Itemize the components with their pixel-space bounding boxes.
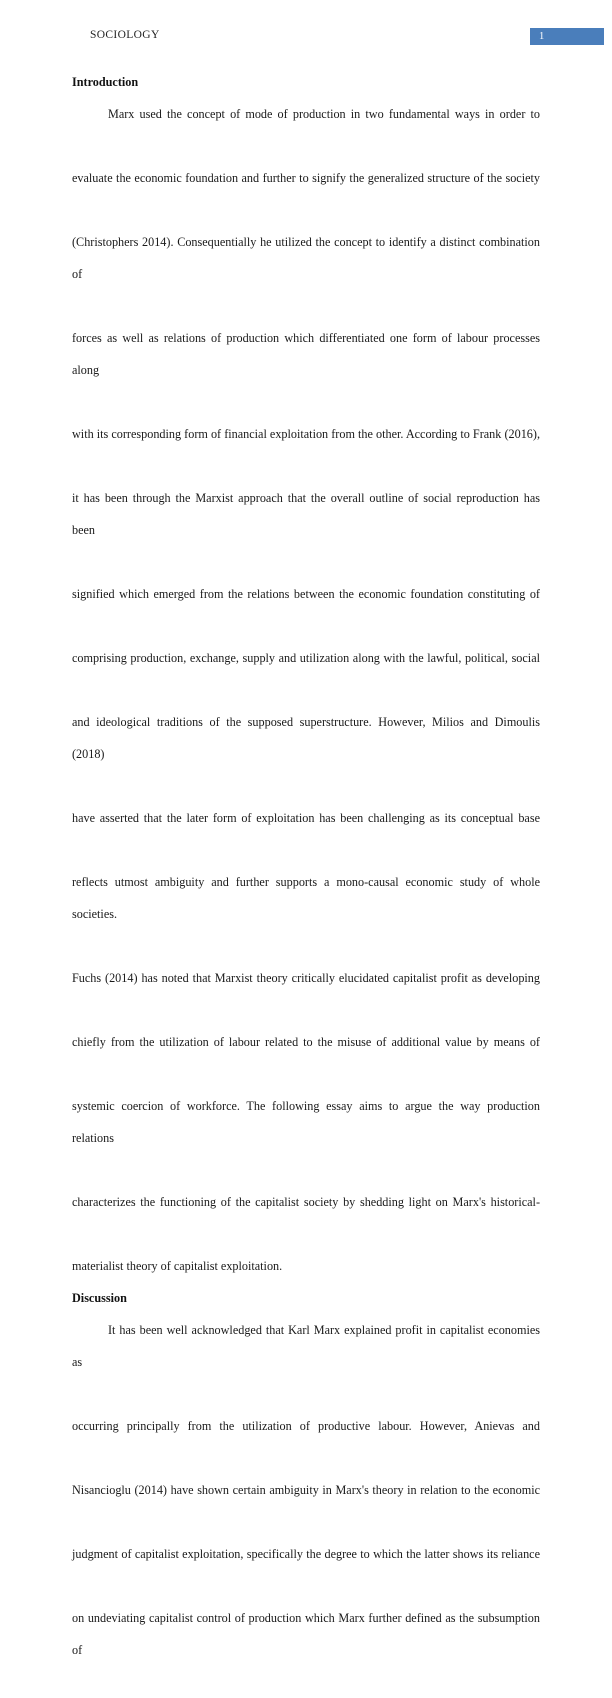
text-line: systemic coercion of workforce. The following essay aims to argue the way production relations: [72, 1099, 540, 1145]
text-line: it has been through the Marxist approach that the overall outline of social reproduction has been: [72, 491, 540, 537]
page-number-value: 1: [539, 31, 545, 42]
paragraph-discussion: [72, 1314, 540, 1698]
text-line: on undeviating capitalist control of production which Marx further defined as the subsumption of: [72, 1611, 540, 1657]
text-line: materialist theory of capitalist exploitation.: [72, 1259, 283, 1273]
text-line: Nisancioglu (2014) have shown certain ambiguity in Marx's theory in relation to the economic: [72, 1483, 540, 1497]
running-header-title: SOCIOLOGY: [90, 29, 160, 41]
text-line: comprising production, exchange, supply and utilization along with the lawful, political, social: [72, 651, 540, 665]
document-body: [72, 66, 540, 1698]
text-line: signified which emerged from the relations between the economic foundation constituting of: [72, 587, 540, 601]
text-line: reflects utmost ambiguity and further supports a mono-causal economic study of whole societies.: [72, 875, 540, 921]
text-line: and ideological traditions of the supposed superstructure. However, Milios and Dimoulis (2018): [72, 715, 540, 761]
text-line: Marx used the concept of mode of production in two fundamental ways in order to: [108, 107, 540, 121]
text-line: have asserted that the later form of exploitation has been challenging as its conceptual base: [72, 811, 540, 825]
text-line: evaluate the economic foundation and further to signify the generalized structure of the society: [72, 171, 540, 185]
text-line: (Christophers 2014). Consequentially he utilized the concept to identify a distinct combination of: [72, 235, 540, 281]
text-line: occurring principally from the utilization of productive labour. However, Anievas and: [72, 1419, 540, 1433]
section-heading-introduction: Introduction: [72, 75, 139, 89]
page-number-badge: [530, 28, 604, 45]
text-line: forces as well as relations of production which differentiated one form of labour processes along: [72, 331, 540, 377]
running-header: [0, 0, 612, 58]
text-line: chiefly from the utilization of labour related to the misuse of additional value by means of: [72, 1035, 540, 1049]
text-line: Fuchs (2014) has noted that Marxist theory critically elucidated capitalist profit as developing: [72, 971, 540, 985]
text-line: characterizes the functioning of the capitalist society by shedding light on Marx's historical-: [72, 1195, 540, 1209]
section-heading-discussion: Discussion: [72, 1291, 127, 1305]
text-line: It has been well acknowledged that Karl Marx explained profit in capitalist economies as: [72, 1323, 540, 1369]
text-line: with its corresponding form of financial exploitation from the other. According to Frank (2016),: [72, 427, 540, 441]
text-line: judgment of capitalist exploitation, specifically the degree to which the latter shows its reliance: [72, 1547, 540, 1561]
paragraph-introduction: [72, 98, 540, 1282]
